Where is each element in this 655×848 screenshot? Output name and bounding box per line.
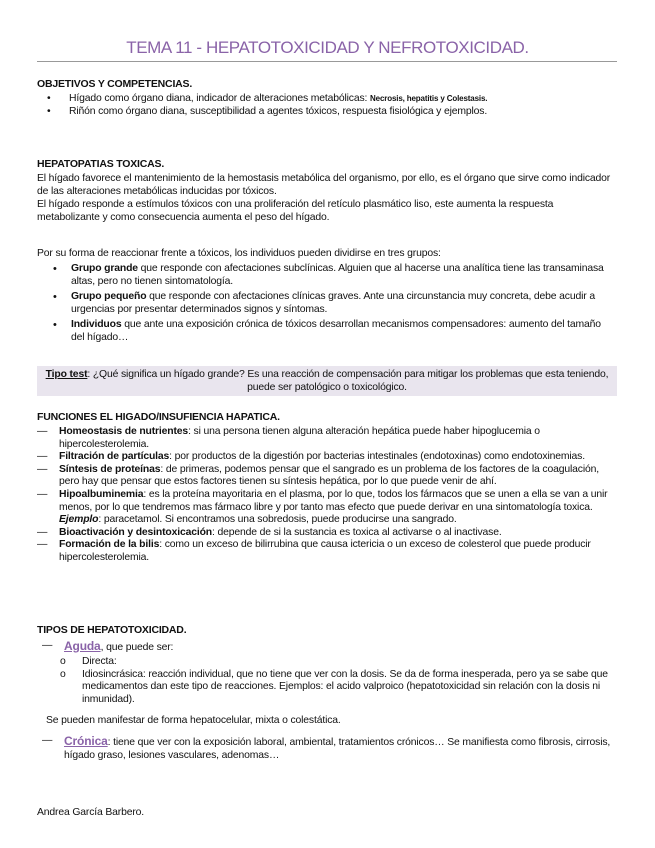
list-item xyxy=(58,669,613,707)
list-item-term: Individuos xyxy=(71,319,122,331)
aguda-sublist xyxy=(58,656,613,706)
cronica-label: Crónica xyxy=(64,734,108,748)
tipos-heading: TIPOS DE HEPATOTOXICIDAD. xyxy=(37,624,187,636)
dash-icon: — xyxy=(37,426,48,437)
dash-icon: — xyxy=(37,451,48,463)
aguda-item xyxy=(42,640,617,655)
dash-icon: — xyxy=(42,735,53,746)
list-item xyxy=(37,106,617,119)
bullet-icon: • xyxy=(53,319,57,332)
bullet-icon: • xyxy=(47,93,51,104)
list-item-text: : como un exceso de bilirrubina que causa ictericia o un exceso de colesterol que puede producir hipercolesterolemia. xyxy=(59,539,591,563)
dash-icon: — xyxy=(37,526,48,538)
list-item-keywords: Necrosis, hepatitis y Colestasis. xyxy=(370,94,488,103)
title-divider xyxy=(37,61,617,62)
list-item-text: que responde con afectaciones subclínicas. Alguien que al hacerse una analítica tiene las transaminasa altas, pero no tienen sintomatología. xyxy=(71,263,604,287)
list-item-text: : si una persona tienen alguna alteración hepática puede haber hipoglucemia o hipercolesterolemia. xyxy=(59,426,540,450)
list-item-text: Idiosincrásica: reacción individual, que no tiene que ver con la dosis. Se da de forma inesperada, pero ya se sabe que medicamentos dan este tipo de reacciones. Ejemplos: el acido valproico (hepatotoxicidad sin relación con la dosis ni inmunidad). xyxy=(82,668,608,705)
hepatopatias-heading: HEPATOPATIAS TOXICAS. xyxy=(37,158,165,170)
list-item-text: Directa: xyxy=(82,656,117,667)
list-item xyxy=(37,489,617,527)
list-item xyxy=(37,451,617,464)
funciones-heading: FUNCIONES EL HIGADO/INSUFIENCIA HAPATICA. xyxy=(37,411,280,423)
list-item xyxy=(42,735,617,762)
paragraph: El hígado favorece el mantenimiento de la hemostasis metabólica del organismo, por ello, es el órgano que sirve como indicador de las alteraciones metabólicas inducidas por tóxicos. xyxy=(37,173,611,197)
objetivos-heading: OBJETIVOS Y COMPETENCIAS. xyxy=(37,78,193,90)
list-item-term: Bioactivación y desintoxicación xyxy=(59,526,212,538)
list-item xyxy=(37,464,617,489)
list-item xyxy=(37,319,617,344)
list-item-term: Hipoalbuminemia xyxy=(59,488,144,500)
aguda-label: Aguda xyxy=(64,639,101,653)
list-item-text: : es la proteína mayoritaria en el plasma, por lo que, todos los fármacos que se unen a ella se van a unir menos, por lo que tendremos mas fármaco libre y por tanto mas efecto que puede derivar en una sintomatología toxica. xyxy=(59,488,608,513)
list-item-text: , que puede ser: xyxy=(100,642,174,653)
ejemplo-label: Ejemplo xyxy=(59,514,99,526)
dash-icon: — xyxy=(37,463,48,475)
list-item-term: Grupo pequeño xyxy=(71,291,147,303)
list-item-text: que ante una exposición crónica de tóxicos desarrollan mecanismos compensadores: aumento del tamaño del hígado… xyxy=(71,319,601,343)
list-item xyxy=(37,93,617,106)
list-item-text: Riñón como órgano diana, susceptibilidad a agentes tóxicos, respuesta fisiológica y ejemplos. xyxy=(69,105,488,117)
tipo-test-text: : ¿Qué significa un hígado grande? Es una reacción de compensación para mitigar los problemas que esta teniendo, puede ser patológico o toxicológico. xyxy=(87,369,609,393)
bullet-icon: • xyxy=(53,291,57,304)
list-item-text: : depende de si la sustancia es toxica al activarse o al inactivase. xyxy=(212,526,502,538)
bullet-icon: • xyxy=(47,105,51,117)
circle-bullet-icon: o xyxy=(60,656,66,667)
list-item xyxy=(42,640,617,655)
dash-icon: — xyxy=(37,539,48,551)
page-title: TEMA 11 - HEPATOTOXICIDAD Y NEFROTOXICIDAD. xyxy=(126,38,529,57)
list-item-term: Síntesis de proteínas xyxy=(59,463,161,475)
paragraph: Por su forma de reaccionar frente a tóxicos, los individuos pueden dividirse en tres grupos: xyxy=(37,248,441,259)
paragraph: El hígado responde a estímulos tóxicos con una proliferación del retículo plasmático liso, este aumenta la respuesta metabolizante y como consecuencia aumenta el peso del hígado. xyxy=(37,199,554,223)
list-item-text: que responde con afectaciones clínicas graves. Ante una circunstancia muy concreta, debe acudir a urgencias por presentar determinados signos y síntomas. xyxy=(71,291,595,315)
list-item xyxy=(37,426,617,451)
list-item-text: : por productos de la digestión por bacterias intestinales (endotoxinas) como endotoxinemias. xyxy=(169,451,585,463)
list-item xyxy=(37,291,617,316)
list-item xyxy=(37,527,617,540)
list-item-term: Grupo grande xyxy=(71,263,138,274)
list-item-term: Formación de la bilis xyxy=(59,539,160,551)
list-item-term: Filtración de partículas xyxy=(59,451,170,463)
paragraph: Se pueden manifestar de forma hepatocelular, mixta o colestática. xyxy=(46,715,341,726)
cronica-item xyxy=(42,735,617,762)
objetivos-list xyxy=(37,93,617,119)
author-footer: Andrea García Barbero. xyxy=(37,807,145,818)
dash-icon: — xyxy=(42,640,53,651)
list-item-text: : de primeras, podemos pensar que el sangrado es un problema de los factores de la coagulación, pero hay que pensar que estos factores tienen su síntesis hepática, por lo que puede venir de ahí. xyxy=(59,463,599,488)
list-item xyxy=(37,539,617,564)
list-item-text: Hígado como órgano diana, indicador de alteraciones metabólicas: xyxy=(69,93,371,104)
grupos-list xyxy=(37,263,617,348)
dash-icon: — xyxy=(37,488,48,500)
circle-bullet-icon: o xyxy=(60,668,66,680)
tipo-test-box xyxy=(37,366,617,396)
tipo-test-label: Tipo test xyxy=(45,369,88,380)
list-item-text: : paracetamol. Si encontramos una sobredosis, puede producirse una sangrado. xyxy=(98,514,457,526)
list-item-term: Homeostasis de nutrientes xyxy=(59,426,189,437)
list-item-text: : tiene que ver con la exposición laboral, ambiental, tratamientos crónicos… Se manifiesta como fibrosis, cirrosis, hígado graso, lesiones vasculares, adenomas… xyxy=(64,737,611,761)
funciones-list xyxy=(37,426,617,565)
list-item xyxy=(37,263,617,288)
list-item xyxy=(58,656,613,669)
bullet-icon: • xyxy=(53,263,57,275)
